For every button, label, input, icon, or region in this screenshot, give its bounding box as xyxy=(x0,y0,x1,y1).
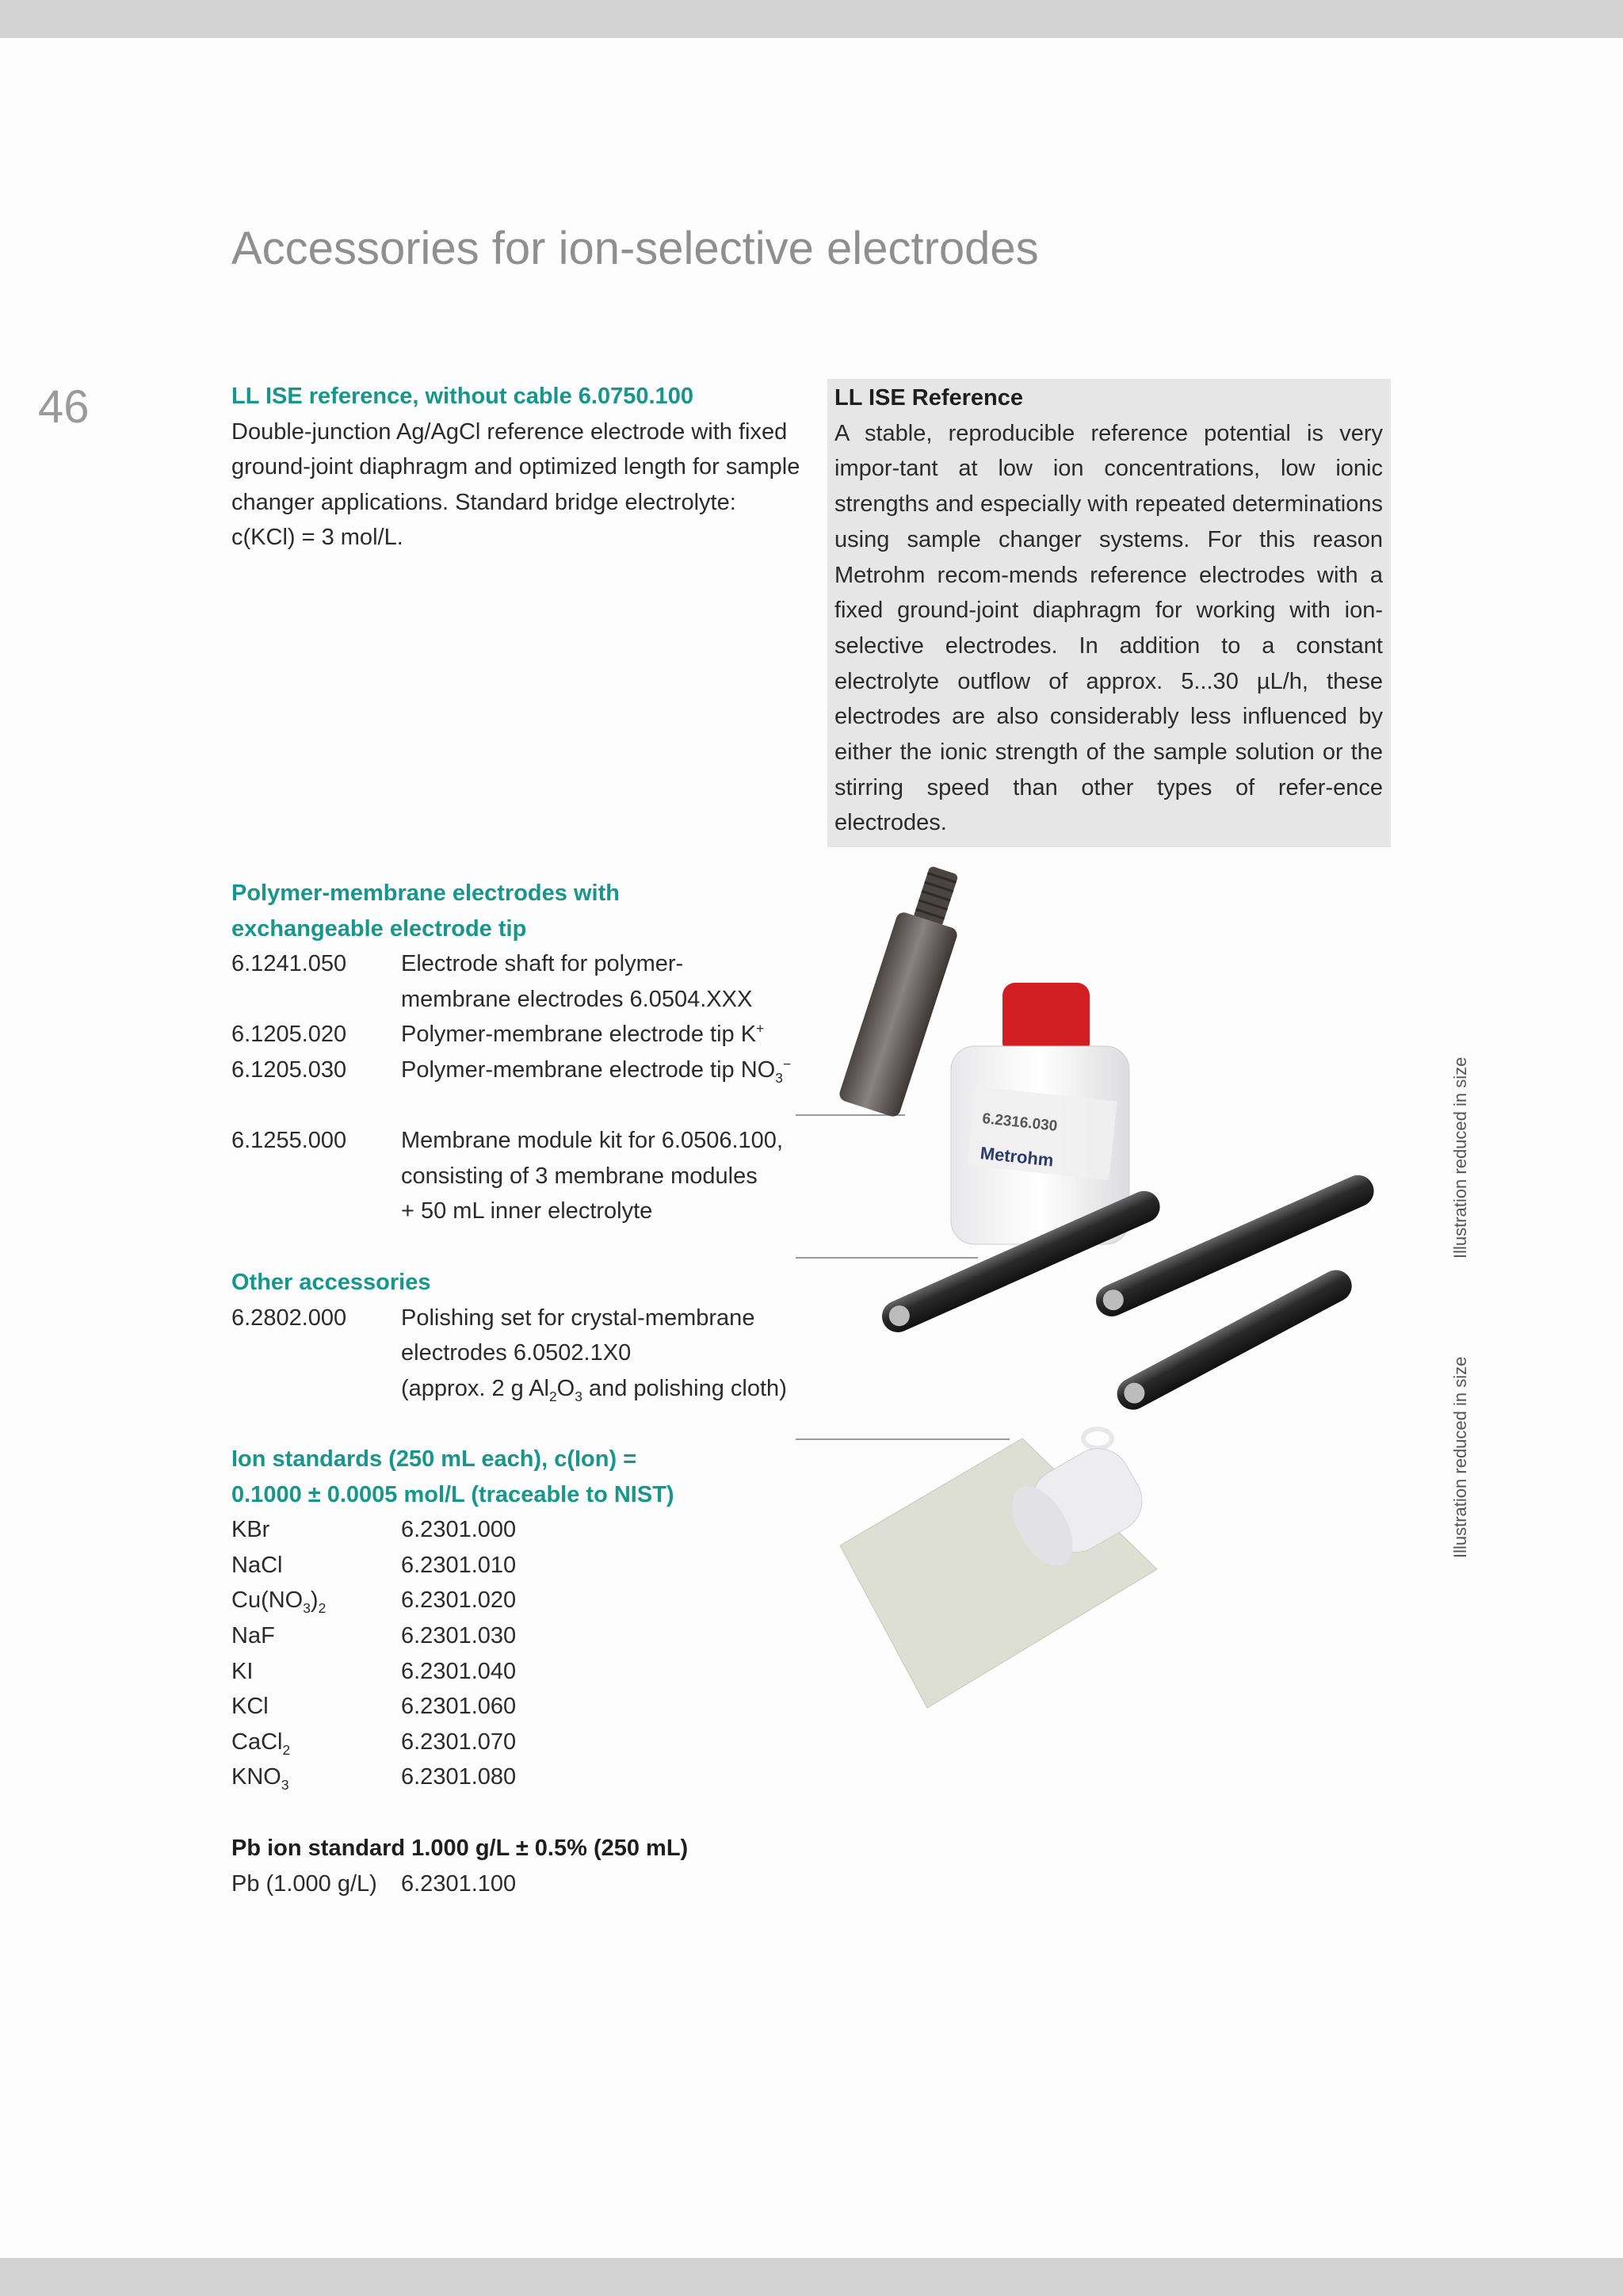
page-title: Accessories for ion-selective electrodes xyxy=(231,223,1039,274)
item-code: 6.1241.050 xyxy=(231,951,347,977)
ll-ise-line: changer applications. Standard bridge electrolyte: xyxy=(231,489,736,515)
polishing-set xyxy=(840,1429,1157,1708)
ion-name: $Cu(NO_3)_2$ xyxy=(231,1587,327,1617)
polymer-heading: Polymer-membrane electrodes with xyxy=(231,881,620,906)
ion-standards-heading: Ion standards (250 mL each), c(Ion) = xyxy=(231,1446,637,1472)
ll-ise-heading: LL ISE reference, without cable 6.0750.100 xyxy=(231,384,693,409)
item-desc: Polishing set for crystal-membrane xyxy=(401,1305,755,1331)
electrolyte-bottle xyxy=(951,983,1129,1244)
bottom-band xyxy=(0,2258,1623,2296)
ion-code: 6.2301.040 xyxy=(401,1658,517,1684)
ion-standards-heading-cont: 0.1000 ± 0.0005 mol/L (traceable to NIST) xyxy=(231,1481,674,1507)
table-row xyxy=(231,1618,818,1654)
side-note: Illustration reduced in size xyxy=(1450,1356,1470,1558)
polymer-heading-cont: exchangeable electrode tip xyxy=(231,915,527,942)
info-box xyxy=(827,379,1391,847)
top-band xyxy=(0,0,1623,38)
table-row xyxy=(231,1654,818,1690)
ion-code: 6.2301.080 xyxy=(401,1764,517,1790)
ion-name: KCl xyxy=(231,1694,269,1720)
item-desc: membrane electrodes 6.0504.XXX xyxy=(401,986,753,1012)
ion-code: 6.2301.020 xyxy=(401,1587,517,1614)
ion-code: 6.2301.000 xyxy=(401,1517,517,1543)
item-desc: Membrane module kit for 6.0506.100, xyxy=(401,1128,783,1154)
table-row xyxy=(231,1725,818,1760)
ll-ise-line: Double-junction Ag/AgCl reference electrode with fixed xyxy=(231,418,788,445)
ion-name: NaF xyxy=(231,1622,275,1648)
item-desc: Electrode shaft for polymer- xyxy=(401,951,684,977)
polymer-section xyxy=(231,876,818,1229)
ll-ise-line: c(KCl) = 3 mol/L. xyxy=(231,525,403,551)
table-row xyxy=(231,1583,818,1618)
info-box-heading: LL ISE Reference xyxy=(834,385,1024,411)
pb-heading: Pb ion standard 1.000 g/L ± 0.5% (250 mL) xyxy=(231,1836,689,1861)
ion-name: CaCl$_2$ xyxy=(231,1729,291,1758)
list-item xyxy=(231,1123,818,1229)
ll-ise-section xyxy=(231,379,802,556)
ion-code: 6.2301.010 xyxy=(401,1552,517,1578)
item-desc: electrodes 6.0502.1X0 xyxy=(401,1340,632,1366)
item-desc: (approx. 2 g $Al_2O_3$ and polishing cloth) xyxy=(401,1375,787,1404)
pb-section xyxy=(231,1831,818,1901)
table-row xyxy=(231,1759,818,1795)
item-desc: Polymer-membrane electrode tip K xyxy=(401,1022,757,1048)
info-box-body: A stable, reproducible reference potential is very impor-tant at low ion concentrations, low ionic strengths and especially with repeated determinations using sample changer systems. For this reason Metrohm recom-mends reference electrodes with a fixed ground-joint diaphragm for working with ion-selective electrodes. In addition to a constant electrolyte outflow of approx. 5...30 µL/h, these electrodes are also considerably less influenced by either the ionic strength of the sample solution or the stirring speed than other types of refer-ence electrodes. xyxy=(834,420,1383,836)
ion-code: 6.2301.070 xyxy=(401,1729,517,1755)
ion-name: $KNO_3$ xyxy=(231,1764,289,1794)
item-desc: consisting of 3 membrane modules xyxy=(401,1163,758,1189)
ll-ise-line: ground-joint diaphragm and optimized length for sample xyxy=(231,454,800,480)
other-heading: Other accessories xyxy=(231,1270,431,1295)
table-row xyxy=(231,1866,818,1902)
ion-code: 6.2301.060 xyxy=(401,1694,517,1720)
item-code: 6.1205.020 xyxy=(231,1022,347,1048)
bottle-label-code: 6.2316.030 xyxy=(981,1110,1059,1135)
ion-name: NaCl xyxy=(231,1552,283,1578)
item-sup: − xyxy=(782,1056,792,1072)
item-desc: + 50 mL inner electrolyte xyxy=(401,1198,653,1224)
bottle-label-brand: Metrohm xyxy=(979,1143,1055,1171)
product-photo xyxy=(824,856,1426,1712)
list-item xyxy=(231,1017,818,1052)
other-section xyxy=(231,1265,818,1406)
list-item xyxy=(231,1052,818,1088)
ion-standards-section xyxy=(231,1442,818,1795)
item-sup: + xyxy=(756,1020,765,1037)
ion-name: KBr xyxy=(231,1517,270,1543)
pb-code: 6.2301.100 xyxy=(401,1870,517,1897)
table-row xyxy=(231,1689,818,1725)
side-note: Illustration reduced in size xyxy=(1450,1056,1470,1259)
pb-name: Pb (1.000 g/L) xyxy=(231,1870,377,1897)
item-desc: Polymer-membrane electrode tip NO xyxy=(401,1056,776,1083)
list-item xyxy=(231,946,818,1017)
ion-name: KI xyxy=(231,1658,254,1684)
item-sub: 3 xyxy=(775,1069,783,1086)
table-row xyxy=(231,1512,818,1548)
ion-code: 6.2301.030 xyxy=(401,1622,517,1648)
item-code: 6.1205.030 xyxy=(231,1056,347,1083)
item-code: 6.1255.000 xyxy=(231,1128,347,1154)
page-number: 46 xyxy=(38,381,90,433)
table-row xyxy=(231,1548,818,1584)
list-item xyxy=(231,1301,818,1407)
item-code: 6.2802.000 xyxy=(231,1305,347,1331)
